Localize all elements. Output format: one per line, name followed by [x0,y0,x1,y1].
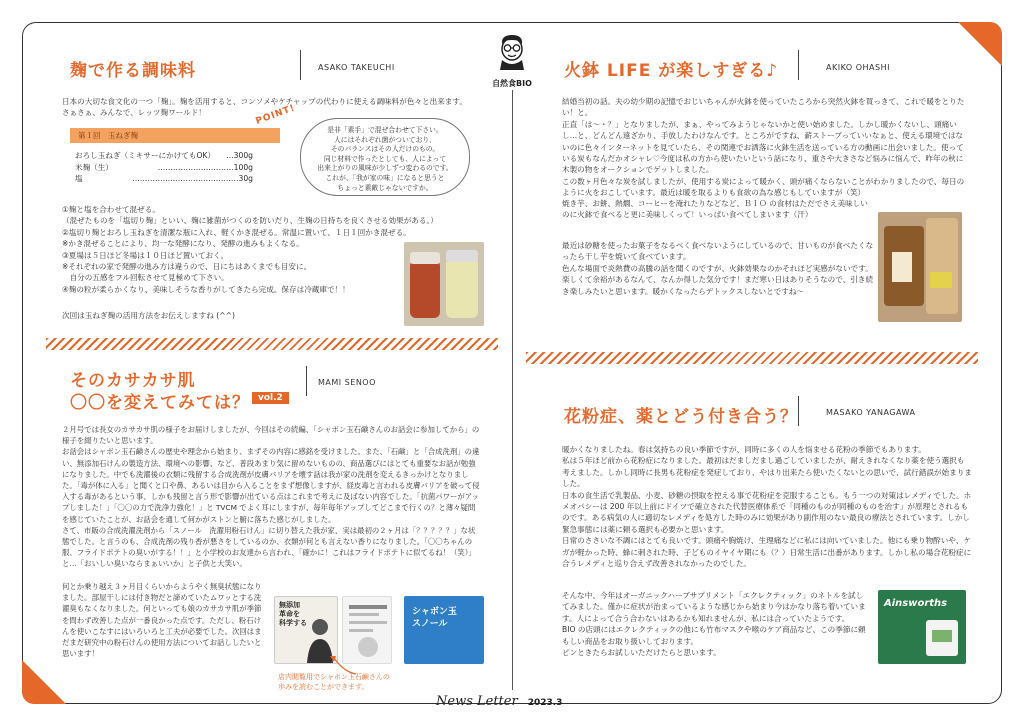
article3-body1-text: 結婚当初の話。夫の幼少期の記憶でおじいちゃんが火鉢を使っていたころから突然火鉢を買っきて、これで暖をとりたい！と。 正直「は～・？」となりましたが、まぁ、やってみようじゃないかと使い始めました。しかし暖かくないし、頭痛いし…と、どんどん遠ざかり、手放したわけなんです。ところがですね、薪ストーブっていいなぁと、使える環境ではないのに色々インターネットを見ていたら、その関連でお洒落に火鉢生活を送っている方の動画に出会いました。使っている炭もなんだかオシャレ♡今度は私の方から使いたいという話になり、重さや大きさなど悩みに悩んで、昨年の秋に木製の物をオークションでゲットしました。 この数ヶ月色々な炭を試しましたが、使用する炭によって暖かく、頭が痛くならないことがわかりましたので、毎日のように火をおこしています。最近は暖を取るよりも食欲の為な感じもしていますが（笑） [562,97,965,198]
article1-intro-text: 日本の大切な食文化の一つ「麹」。麹を活用すると、コンソメやケチャップの代わりに使える調味料が色々と出来ます。さぁさぁ、みんなで、レッツ麹ワールド！ [62,97,467,118]
recipe-amount: ……………………………………30g [132,174,253,183]
article4-body2 [562,590,866,658]
article2-body2-text: 何とか乗り越え３ヶ月目くらいからようやく無臭状態になりました。部屋干しには付き物だと諦めていたムワッとする洗濯臭もなくなりました。何といっても娘のカサカサ肌が季節を問わず改善した点が一番良かった点です。ただし、粉石けんを使いこなすにはいろいろと工夫が必要でした。次回はまだまだ研究中の粉石けんの使用方法についてお話ししたいと思います！ [62,582,262,659]
article1-next-text: 次回は玉ねぎ麹の活用方法をお伝えしますね (^^) [62,311,235,320]
recipe-heading: 第１回 玉ねぎ麹 [70,128,280,143]
article2-body2 [62,581,267,659]
snowl-soap-photo [404,596,484,664]
footer [436,694,562,709]
recipe-item: 塩 [75,174,83,183]
article2-body1-text: ２月号では長女のカサカサ肌の様子をお届けしましたが、今回はその続編、「シャボン玉石鹸さんのお話会に参加してから」の様子を綴りたいと思います。 お話会はシャボン玉石鹸さんの歴史や理念から始まり、まずその内容に感銘を受けました。また、「石鹸」と「合成洗剤」の違い、無添加石けんの製造方法、環境への影響、など、普段あまり気に留めないものの、商品選びにはとても重要なお話が勉強になりました。中でも洗濯後の衣類に残留する合成洗剤が皮膚バリアを壊す話は我が家の洗剤を変えるきっかけとなりました。「毒が体に入る」と聞くと口や鼻、あるいは目から入ることをまず想像しますが、経皮毒と言われる皮膚バリアを破って侵入する毒があるという事、しかも残留と言う形で影響が出ている点はこれまで考えに及ばない内容でした。「抗菌パワーがアップしました！」「〇〇の力で洗浄力強化！」と TVCM でよく耳にしますが、毎年毎年アップしてどこまで行くの？と薄々疑問を感じていたことが、お話会を通して何かがストンと腑に落ちた感じがしました。 さて、市販の合成洗濯洗剤から「スノール 洗濯用粉石けん」に切り替えた我が家、実は最初の２ヶ月は「？？？？？」な状態でした。と言うのも、合成洗剤の残り香が悪さをしているのか、衣類が何とも言えない香りになりました。「〇〇ちゃんの服、フライドポテトの臭いがする！！」と小学校のお友達から言われ、「確かに！これはフライドポテトに似てるね！（笑）」と…「おいしい臭いならまぁいいか」と子供と大笑い。 [62,425,480,569]
hatch-divider-right [526,352,978,364]
hatch-divider-left [46,338,498,350]
recipe-item: おろし玉ねぎ（ミキサーにかけてもOK） [75,151,216,160]
article3-author: AKIKO OHASHI [826,63,890,72]
article3-body3-text: 最近は砂糖を使ったお菓子をなるべく食べないようにしているので、甘いものが食べたくなったら干し芋を焼いて食べています。 色んな場面で炎熱費の高騰の話を聞くのですが、火鉢効果なのかそれほど実感がないです。楽しくて余裕があるなんて、なんか得した気分です！まだ寒い日はありそうなので、引き続き楽しみたいと思います。暖かくなったらデトックスしないとですね～ [562,241,874,296]
recipe-row [75,150,253,162]
sweet-potato-icon [878,212,962,322]
recipe-amount: …300g [226,151,253,160]
article4-author: MASAKO YANAGAWA [826,408,916,417]
ainsworths-box-photo [878,590,966,664]
face-logo-icon [495,32,529,72]
article3-body2 [562,198,874,221]
point-speech-bubble [300,118,470,196]
article4-author-divider [798,396,799,426]
footer-title: News Letter [436,694,518,709]
koji-jars-photo [404,242,484,326]
article2-body1 [62,424,482,570]
article2-author-divider [306,366,307,396]
recipe-amount: …………………………100g [157,162,253,172]
volume-badge: vol.2 [252,392,289,404]
article3-body3 [562,240,874,297]
column-divider [512,90,513,690]
recipe-item: 米麹（生） [75,162,113,172]
article3-body2-text: 焼き芋、お餅、熱燗、コーヒーを淹れたりなどなど、ＢＩＯ の食材はただでさえ美味しいのに火鉢で食べると更に美味しくって！いっぱい食べてしまいます（汗） [562,199,868,220]
article2-author: MAMI SENOO [318,378,376,387]
jar-icon [404,242,484,326]
article4-body1-text: 暖かくなりましたね。春は気持ちの良い季節ですが、同時に多くの人を悩ませる花粉の季節でもあります。 私は５年ほど前から花粉症になりました。最初はだましだまし過ごしていましたが、耐えきれなくなり薬を使う選択も考えました。しかし同時に長男も花粉症を発症しており、やはり出来たら使いたくないとの思いで、試行錯誤が始まりました。 日本の食生活で乳製品、小麦、砂糖の摂取を控える事で花粉症を克服することも。もう一つの対策はレメディでした。ホメオパシーは 200 年以上前にドイツで確立された代替医療体系で「同種のものが同種のものを治す」が原理とされるものです。ある病気の人に適切なレメディを処方した時のみに効果があり副作用のない最良の療法とされています。しかし緊急事態には薬に頼る選択も必要かと思います。 日常のささいな不調にはとても良いです。頭痛や胸焼け、生理痛などに私には向いていました。他にも乗り物酔いや、ケガが軽かった時、蜂に刺された時、子どものイヤイヤ期にも（？）日常生活に出番があります。しかし私の場合花粉症に合うレメディと巡り合えず改善されなかったのでした。 [562,445,972,569]
article3-title: 火鉢 LIFE が楽しすぎる♪ [564,61,779,81]
point-label: POINT! [254,103,297,127]
point-text: 是非「素手」で混ぜ合わせて下さい。 人にはそれぞれ菌がついており、 そのバランスはその人だけのもの。 同じ材料で作ったとしても、人によって 出来上がりの風味が少しずつ変わるのです。 これが、「我が家の味」になると思うと ちょっと素敵じゃないですか。 [317,126,453,192]
article4-body1 [562,444,972,569]
bio-logo [488,32,536,89]
soap-label: シャボン玉 スノール [412,607,457,629]
article1-title: 麹で作る調味料 [70,61,196,81]
article3-body1 [562,96,970,199]
footer-date: 2023.3 [527,698,563,708]
recipe-row [75,173,253,185]
photo-caption-text: 店内閲覧用でシャボン玉石鹸さんの 歩みを読むことができます。 [278,673,390,691]
article3-author-divider [798,50,799,80]
article1-author-divider [300,50,301,80]
box-label: Ainsworths [884,598,948,609]
book-title: 無添加 革命を 科学する [279,601,307,627]
logo-label: 自然食BIO [492,79,532,88]
article2-title-line1: そのカサカサ肌 [70,371,196,391]
recipe-row [75,162,253,174]
supplement-bottle-icon [924,616,960,658]
corner-decoration-top-right [958,22,1002,66]
photo-caption [278,672,390,692]
recipe-list [75,150,253,185]
article2-title-line2: 〇〇を変えてみては？ [70,393,250,413]
dried-sweet-potato-photo [878,212,962,322]
article1-steps-text: ①麹と塩を合わせて混ぜる。 （混ぜたものを「塩切り麹」といい、麹に雑菌がつくのを防いだり、生麹の日持ちを良くさせる効果がある。） ②塩切り麹とおろし玉ねぎを清潔な瓶に入れ、軽くかき混ぜる。常温に置いて、１日１回かき混ぜる。 ※かき混ぜることにより、均一な発酵になり、発酵の進みもよくなる。 ③夏場は５日ほど冬場は１０日ほど置いておく。 ※それぞれの家で発酵の進み方は違うので、日にちはあくまでも目安に。 自分の五感をフル回転させて見極めて下さい。 ④麹の粒が柔らかくなり、美味しそうな香りがしてきたら完成。保存は冷蔵庫で！！ [62,205,438,294]
article1-author: ASAKO TAKEUCHI [318,63,395,72]
article1-next [62,310,362,321]
article4-title: 花粉症、薬とどう付き合う？ [564,407,798,427]
article4-body2-text: そんな中、今年はオーガニックハーブサプリメント「エクレクティック」のネトルを試してみました。僅かに症状が治まっているような感じから始まり今はかなり落ち着いています。人によって合う合わないはあるかも知れませんが、私には合っていたようです。 BIO の店頭にはエクレクティックの他にも竹布マスクや喉のケア商品など、この季節に頼もしい商品をお取り扱いしております。 ピンときたらお試しいただけたらと思います。 [562,591,866,658]
corner-decoration-bottom-left [22,660,66,704]
